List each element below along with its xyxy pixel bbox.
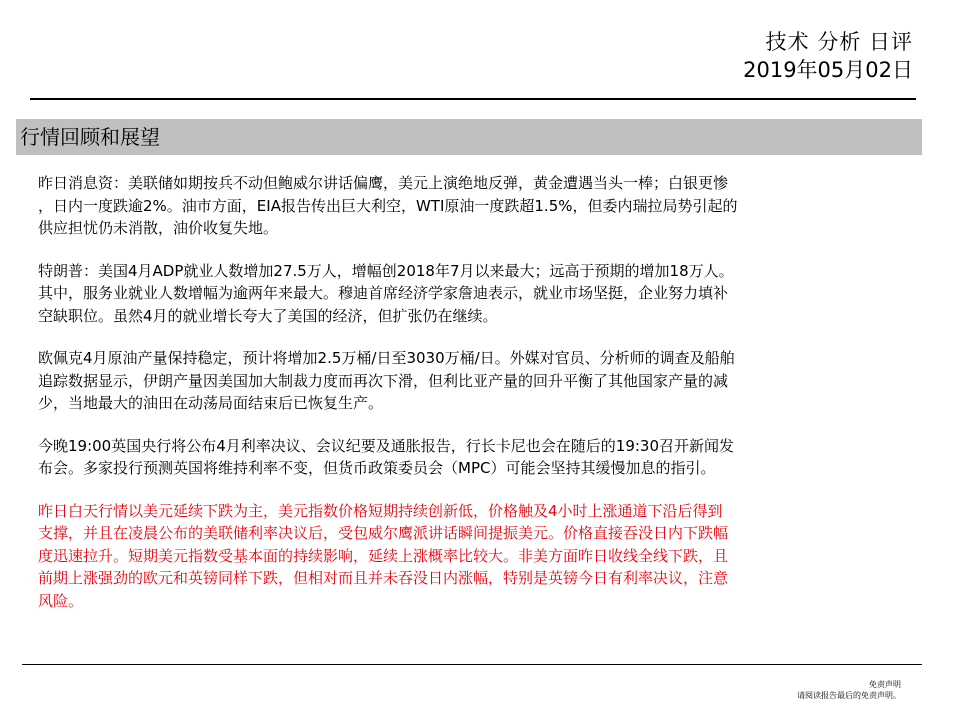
footer-divider — [22, 664, 922, 665]
report-title: 技术 分析 日评 — [765, 30, 913, 54]
section-title: 行情回顾和展望 — [20, 125, 160, 149]
paragraph-market-review: 昨日白天行情以美元延续下跌为主，美元指数价格短期持续创新低，价格触及4小时上涨通道下沿后得到 支撑，并且在凌晨公布的美联储利率决议后，受包威尔鹰派讲话瞬间提振美元。价格直接吞没日内下跌幅 度迅速拉升。短期美元指数受基本面的持续影响，延续上涨概率比较大。非美方面昨日收线全线下跌，且 前期上涨强劲的欧元和英镑同样下跌，但相对而且并未吞没日内涨幅，特别是英镑今日有利率决议，注意 风险。 — [38, 501, 729, 610]
paragraph-news-summary: 昨日消息资：美联储如期按兵不动但鲍威尔讲话偏鹰，美元上演绝地反弹，黄金遭遇当头一棒；白银更惨 ，日内一度跌逾2%。油市方面，EIA报告传出巨大利空，WTI原油一度跌超1.5%，但委内瑞拉局势引起的 供应担忧仍未消散，油价收复失地。 — [38, 174, 738, 237]
report-header — [743, 28, 913, 84]
section-heading-bar — [16, 119, 922, 155]
report-body — [38, 172, 908, 632]
paragraph-opec-output: 欧佩克4月原油产量保持稳定，预计将增加2.5万桶/日至3030万桶/日。外媒对官员、分析师的调查及船舶 追踪数据显示，伊朗产量因美国加大制裁力度而再次下滑，但利比亚产量的回升平衡了其他国家产量的减 少，当地最大的油田在动荡局面结束后已恢复生产。 — [38, 349, 735, 412]
disclaimer-note — [797, 679, 901, 701]
disclaimer-text: 请阅读报告最后的免责声明。 — [797, 691, 901, 700]
report-date: 2019年05月02日 — [743, 58, 913, 82]
header-divider — [30, 98, 916, 100]
paragraph-adp-employment: 特朗普：美国4月ADP就业人数增加27.5万人，增幅创2018年7月以来最大；远高于预期的增加18万人。 其中，服务业就业人数增幅为逾两年来最大。穆迪首席经济学家詹迪表示，就业市场坚挺，企业努力填补 空缺职位。虽然4月的就业增长夸大了美国的经济，但扩张仍在继续。 — [38, 261, 734, 325]
disclaimer-title: 免责声明 — [869, 680, 901, 689]
paragraph-boe-decision: 今晚19:00英国央行将公布4月利率决议、会议纪要及通胀报告，行长卡尼也会在随后的19:30召开新闻发 布会。多家投行预测英国将维持利率不变，但货币政策委员会（MPC）可能会坚持其缓慢加息的指引。 — [38, 436, 735, 477]
